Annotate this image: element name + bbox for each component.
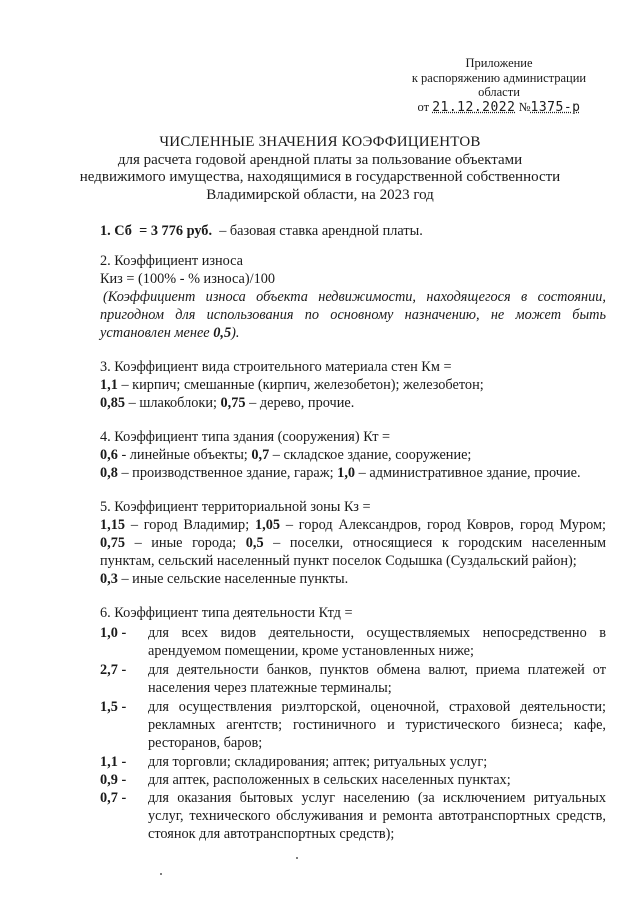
- annex-block: [404, 56, 594, 115]
- activity-coef: 1,0 -: [100, 625, 127, 641]
- section-6: [100, 604, 606, 843]
- section-4-heading: 4. Коэффициент типа здания (сооружения) Кт =: [100, 429, 391, 445]
- section-4: 4. Коэффициент типа здания (сооружения) Кт = 0,6 - линейные объекты; 0,7 – складское здание, сооружение; 0,8 – производственное здание, гараж; 1,0 – административное здание, прочие.: [100, 428, 606, 482]
- doc-title: [0, 134, 640, 204]
- doc-title-line4: Владимирской области, на 2023 год: [206, 186, 434, 203]
- doc-title-line2: для расчета годовой арендной платы за пользование объектами: [117, 151, 523, 168]
- activity-coef: 0,7 -: [100, 790, 127, 806]
- section-2-heading: 2. Коэффициент износа: [100, 253, 244, 269]
- annex-date-line: от 21.12.2022 №1375-р: [417, 99, 581, 115]
- doc-title-main: ЧИСЛЕННЫЕ ЗНАЧЕНИЯ КОЭФФИЦИЕНТОВ: [159, 134, 481, 150]
- base-rate-value: = 3 776 руб.: [139, 223, 213, 239]
- annex-reference-cont: области: [478, 85, 520, 99]
- activity-coef: 1,1 -: [100, 754, 127, 770]
- activity-desc: для деятельности банков, пунктов обмена валют, приема платежей от населения через платежные терминалы;: [148, 662, 606, 696]
- activity-desc: для оказания бытовых услуг населению (за исключением ритуальных услуг, технического обслуживания и ремонта автотранспортных средств, стоянок для автотранспортных средств);: [148, 790, 606, 842]
- activity-row: [100, 698, 606, 752]
- activity-coef: 1,5 -: [100, 699, 127, 715]
- activity-desc: для всех видов деятельности, осуществляемых непосредственно в арендуемом помещении, кроме установленных ниже;: [148, 625, 606, 659]
- annex-reference: к распоряжению администрации: [411, 70, 587, 85]
- section-3-heading: 3. Коэффициент вида строительного материала стен Км =: [100, 359, 452, 375]
- section-1: 1. Сб = 3 776 руб. – базовая ставка арендной платы.: [100, 223, 423, 239]
- activity-row: [100, 661, 606, 697]
- section-5-heading: 5. Коэффициент территориальной зоны Кз =: [100, 499, 371, 515]
- section-3: 3. Коэффициент вида строительного материала стен Км = 1,1 – кирпич; смешанные (кирпич, железобетон); железобетон; 0,85 – шлакоблоки; 0,75 – дерево, прочие.: [100, 358, 606, 412]
- wear-formula: Киз = (100% - % износа)/100: [100, 271, 276, 287]
- annex-date: 21.12.2022: [432, 99, 516, 115]
- activity-desc: для аптек, расположенных в сельских населенных пунктах;: [148, 772, 511, 788]
- activity-row: [100, 753, 606, 771]
- annex-number: 1375-р: [530, 99, 581, 115]
- doc-title-line3: недвижимого имущества, находящимися в государственной собственности: [79, 169, 561, 185]
- activity-coef: 2,7 -: [100, 662, 127, 678]
- section-2: 2. Коэффициент износа Киз = (100% - % износа)/100 (Коэффициент износа объекта недвижимости, находящегося в состоянии, пригодном для использования по основному назначению, не может быть установлен менее 0,5).: [100, 253, 606, 341]
- scan-speck: [160, 873, 162, 875]
- activity-coef: 0,9 -: [100, 772, 127, 788]
- section-6-heading: 6. Коэффициент типа деятельности Ктд =: [100, 605, 353, 621]
- activity-row: [100, 624, 606, 660]
- annex-title: Приложение: [465, 56, 533, 70]
- activity-desc: для торговли; складирования; аптек; ритуальных услуг;: [148, 754, 488, 770]
- activity-desc: для осуществления риэлторской, оценочной, страховой деятельности; рекламных агентств; гостиничного и туристического бизнеса; кафе, ресторанов, баров;: [148, 699, 606, 751]
- scan-speck: [296, 857, 298, 859]
- activity-row: [100, 771, 606, 789]
- section-5: 5. Коэффициент территориальной зоны Кз = 1,15 – город Владимир; 1,05 – город Александров, город Ковров, город Муром; 0,75 – иные города; 0,5 – поселки, относящиеся к городским населенным пунктам, сельский населенный пункт поселок Содышка (Суздальский район); 0,3 – иные сельские населенные пункты.: [100, 499, 606, 587]
- activity-row: [100, 789, 606, 843]
